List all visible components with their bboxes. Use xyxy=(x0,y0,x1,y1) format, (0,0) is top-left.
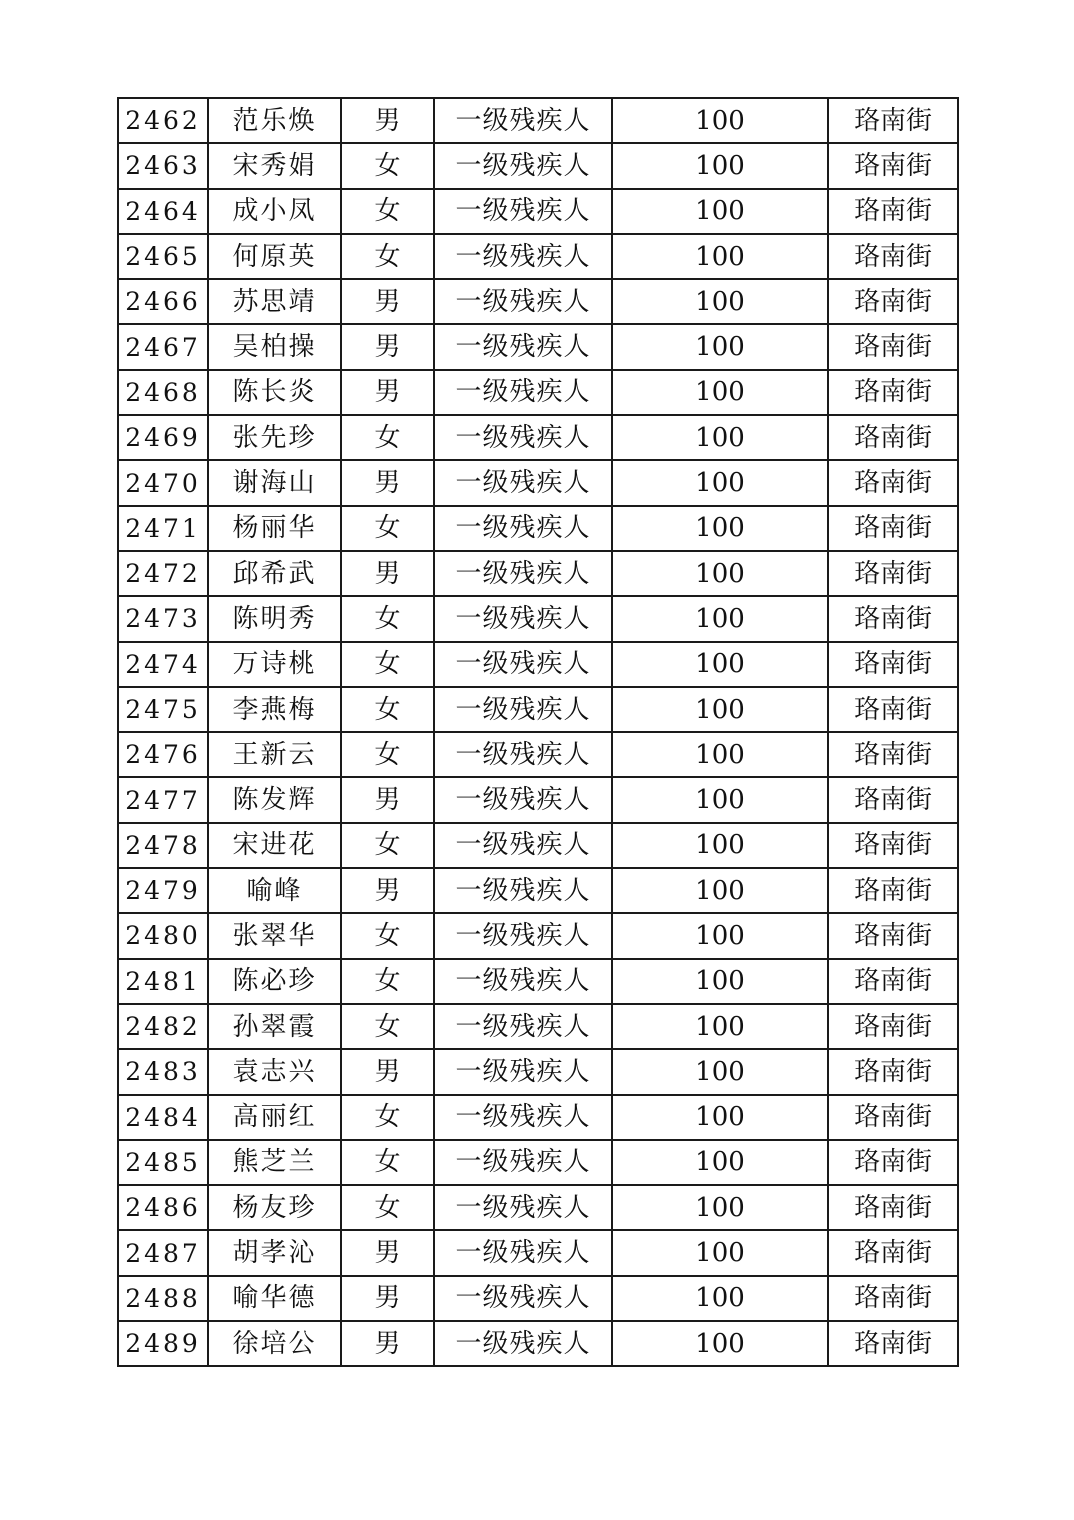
table-row xyxy=(118,324,958,369)
category-cell: 一级残疾人 xyxy=(434,913,612,958)
amount-cell: 100 xyxy=(612,913,828,958)
street-cell: 珞南街 xyxy=(828,868,958,913)
category-cell: 一级残疾人 xyxy=(434,1321,612,1366)
amount-cell: 100 xyxy=(612,324,828,369)
table-row xyxy=(118,732,958,777)
category-cell: 一级残疾人 xyxy=(434,959,612,1004)
name-cell: 陈必珍 xyxy=(208,959,341,1004)
name-cell: 胡孝沁 xyxy=(208,1230,341,1275)
row-number-cell: 2477 xyxy=(118,777,208,822)
name-cell: 高丽红 xyxy=(208,1095,341,1140)
amount-cell: 100 xyxy=(612,1140,828,1185)
sex-cell: 男 xyxy=(341,370,434,415)
amount-cell: 100 xyxy=(612,732,828,777)
row-number-cell: 2475 xyxy=(118,687,208,732)
category-cell: 一级残疾人 xyxy=(434,143,612,188)
row-number-cell: 2484 xyxy=(118,1095,208,1140)
amount-cell: 100 xyxy=(612,189,828,234)
table-row xyxy=(118,279,958,324)
row-number-cell: 2464 xyxy=(118,189,208,234)
street-cell: 珞南街 xyxy=(828,1321,958,1366)
street-cell: 珞南街 xyxy=(828,324,958,369)
street-cell: 珞南街 xyxy=(828,370,958,415)
sex-cell: 男 xyxy=(341,279,434,324)
category-cell: 一级残疾人 xyxy=(434,324,612,369)
sex-cell: 女 xyxy=(341,1140,434,1185)
table-row xyxy=(118,506,958,551)
row-number-cell: 2463 xyxy=(118,143,208,188)
name-cell: 王新云 xyxy=(208,732,341,777)
table-row xyxy=(118,234,958,279)
category-cell: 一级残疾人 xyxy=(434,1230,612,1275)
row-number-cell: 2483 xyxy=(118,1049,208,1094)
name-cell: 李燕梅 xyxy=(208,687,341,732)
street-cell: 珞南街 xyxy=(828,234,958,279)
amount-cell: 100 xyxy=(612,279,828,324)
name-cell: 喻峰 xyxy=(208,868,341,913)
street-cell: 珞南街 xyxy=(828,687,958,732)
street-cell: 珞南街 xyxy=(828,1004,958,1049)
amount-cell: 100 xyxy=(612,506,828,551)
amount-cell: 100 xyxy=(612,1276,828,1321)
sex-cell: 男 xyxy=(341,868,434,913)
sex-cell: 男 xyxy=(341,1321,434,1366)
amount-cell: 100 xyxy=(612,777,828,822)
street-cell: 珞南街 xyxy=(828,279,958,324)
row-number-cell: 2462 xyxy=(118,98,208,143)
name-cell: 宋进花 xyxy=(208,823,341,868)
street-cell: 珞南街 xyxy=(828,732,958,777)
sex-cell: 男 xyxy=(341,460,434,505)
row-number-cell: 2473 xyxy=(118,596,208,641)
table-row xyxy=(118,1276,958,1321)
amount-cell: 100 xyxy=(612,959,828,1004)
street-cell: 珞南街 xyxy=(828,642,958,687)
amount-cell: 100 xyxy=(612,1004,828,1049)
row-number-cell: 2474 xyxy=(118,642,208,687)
street-cell: 珞南街 xyxy=(828,913,958,958)
name-cell: 陈长炎 xyxy=(208,370,341,415)
row-number-cell: 2485 xyxy=(118,1140,208,1185)
category-cell: 一级残疾人 xyxy=(434,460,612,505)
name-cell: 谢海山 xyxy=(208,460,341,505)
street-cell: 珞南街 xyxy=(828,143,958,188)
street-cell: 珞南街 xyxy=(828,823,958,868)
sex-cell: 女 xyxy=(341,913,434,958)
table-row xyxy=(118,687,958,732)
row-number-cell: 2482 xyxy=(118,1004,208,1049)
category-cell: 一级残疾人 xyxy=(434,687,612,732)
table-row xyxy=(118,1140,958,1185)
category-cell: 一级残疾人 xyxy=(434,823,612,868)
sex-cell: 女 xyxy=(341,596,434,641)
table-row xyxy=(118,1185,958,1230)
street-cell: 珞南街 xyxy=(828,596,958,641)
category-cell: 一级残疾人 xyxy=(434,777,612,822)
amount-cell: 100 xyxy=(612,1230,828,1275)
sex-cell: 女 xyxy=(341,1185,434,1230)
name-cell: 袁志兴 xyxy=(208,1049,341,1094)
table-row xyxy=(118,460,958,505)
street-cell: 珞南街 xyxy=(828,959,958,1004)
row-number-cell: 2480 xyxy=(118,913,208,958)
name-cell: 邱希武 xyxy=(208,551,341,596)
street-cell: 珞南街 xyxy=(828,1049,958,1094)
row-number-cell: 2476 xyxy=(118,732,208,777)
street-cell: 珞南街 xyxy=(828,1185,958,1230)
category-cell: 一级残疾人 xyxy=(434,732,612,777)
category-cell: 一级残疾人 xyxy=(434,370,612,415)
name-cell: 范乐焕 xyxy=(208,98,341,143)
row-number-cell: 2465 xyxy=(118,234,208,279)
sex-cell: 女 xyxy=(341,189,434,234)
row-number-cell: 2478 xyxy=(118,823,208,868)
roster-table-body xyxy=(118,98,958,1366)
amount-cell: 100 xyxy=(612,460,828,505)
row-number-cell: 2488 xyxy=(118,1276,208,1321)
name-cell: 熊芝兰 xyxy=(208,1140,341,1185)
name-cell: 陈发辉 xyxy=(208,777,341,822)
name-cell: 孙翠霞 xyxy=(208,1004,341,1049)
row-number-cell: 2466 xyxy=(118,279,208,324)
street-cell: 珞南街 xyxy=(828,1095,958,1140)
row-number-cell: 2489 xyxy=(118,1321,208,1366)
category-cell: 一级残疾人 xyxy=(434,506,612,551)
category-cell: 一级残疾人 xyxy=(434,1095,612,1140)
name-cell: 成小凤 xyxy=(208,189,341,234)
sex-cell: 女 xyxy=(341,143,434,188)
sex-cell: 男 xyxy=(341,777,434,822)
sex-cell: 女 xyxy=(341,1004,434,1049)
name-cell: 吴柏操 xyxy=(208,324,341,369)
name-cell: 何原英 xyxy=(208,234,341,279)
row-number-cell: 2469 xyxy=(118,415,208,460)
category-cell: 一级残疾人 xyxy=(434,1140,612,1185)
amount-cell: 100 xyxy=(612,1049,828,1094)
table-row xyxy=(118,959,958,1004)
table-row xyxy=(118,596,958,641)
sex-cell: 男 xyxy=(341,324,434,369)
street-cell: 珞南街 xyxy=(828,189,958,234)
sex-cell: 女 xyxy=(341,506,434,551)
table-row xyxy=(118,189,958,234)
amount-cell: 100 xyxy=(612,234,828,279)
table-row xyxy=(118,868,958,913)
table-row xyxy=(118,415,958,460)
row-number-cell: 2487 xyxy=(118,1230,208,1275)
amount-cell: 100 xyxy=(612,143,828,188)
street-cell: 珞南街 xyxy=(828,506,958,551)
category-cell: 一级残疾人 xyxy=(434,1004,612,1049)
name-cell: 宋秀娟 xyxy=(208,143,341,188)
category-cell: 一级残疾人 xyxy=(434,1185,612,1230)
table-row xyxy=(118,551,958,596)
row-number-cell: 2470 xyxy=(118,460,208,505)
name-cell: 徐培公 xyxy=(208,1321,341,1366)
name-cell: 杨友珍 xyxy=(208,1185,341,1230)
street-cell: 珞南街 xyxy=(828,1276,958,1321)
row-number-cell: 2468 xyxy=(118,370,208,415)
amount-cell: 100 xyxy=(612,596,828,641)
sex-cell: 男 xyxy=(341,551,434,596)
amount-cell: 100 xyxy=(612,551,828,596)
row-number-cell: 2471 xyxy=(118,506,208,551)
category-cell: 一级残疾人 xyxy=(434,642,612,687)
table-row xyxy=(118,143,958,188)
amount-cell: 100 xyxy=(612,415,828,460)
amount-cell: 100 xyxy=(612,98,828,143)
street-cell: 珞南街 xyxy=(828,777,958,822)
sex-cell: 女 xyxy=(341,959,434,1004)
table-row xyxy=(118,642,958,687)
name-cell: 喻华德 xyxy=(208,1276,341,1321)
sex-cell: 男 xyxy=(341,1049,434,1094)
category-cell: 一级残疾人 xyxy=(434,279,612,324)
amount-cell: 100 xyxy=(612,1321,828,1366)
category-cell: 一级残疾人 xyxy=(434,234,612,279)
table-row xyxy=(118,913,958,958)
sex-cell: 女 xyxy=(341,1095,434,1140)
sex-cell: 女 xyxy=(341,687,434,732)
category-cell: 一级残疾人 xyxy=(434,1276,612,1321)
amount-cell: 100 xyxy=(612,642,828,687)
table-row xyxy=(118,1095,958,1140)
sex-cell: 女 xyxy=(341,732,434,777)
row-number-cell: 2472 xyxy=(118,551,208,596)
category-cell: 一级残疾人 xyxy=(434,868,612,913)
row-number-cell: 2479 xyxy=(118,868,208,913)
category-cell: 一级残疾人 xyxy=(434,551,612,596)
name-cell: 陈明秀 xyxy=(208,596,341,641)
street-cell: 珞南街 xyxy=(828,1230,958,1275)
street-cell: 珞南街 xyxy=(828,415,958,460)
amount-cell: 100 xyxy=(612,687,828,732)
table-row xyxy=(118,823,958,868)
roster-table xyxy=(117,97,959,1367)
table-row xyxy=(118,1321,958,1366)
sex-cell: 女 xyxy=(341,234,434,279)
table-row xyxy=(118,1049,958,1094)
street-cell: 珞南街 xyxy=(828,98,958,143)
category-cell: 一级残疾人 xyxy=(434,596,612,641)
sex-cell: 男 xyxy=(341,1276,434,1321)
row-number-cell: 2467 xyxy=(118,324,208,369)
sex-cell: 男 xyxy=(341,1230,434,1275)
amount-cell: 100 xyxy=(612,868,828,913)
name-cell: 张先珍 xyxy=(208,415,341,460)
table-row xyxy=(118,370,958,415)
row-number-cell: 2481 xyxy=(118,959,208,1004)
table-row xyxy=(118,1230,958,1275)
category-cell: 一级残疾人 xyxy=(434,1049,612,1094)
name-cell: 苏思靖 xyxy=(208,279,341,324)
amount-cell: 100 xyxy=(612,1095,828,1140)
table-row xyxy=(118,98,958,143)
amount-cell: 100 xyxy=(612,1185,828,1230)
sex-cell: 女 xyxy=(341,823,434,868)
table-row xyxy=(118,1004,958,1049)
street-cell: 珞南街 xyxy=(828,551,958,596)
name-cell: 张翠华 xyxy=(208,913,341,958)
sex-cell: 女 xyxy=(341,415,434,460)
sex-cell: 女 xyxy=(341,642,434,687)
name-cell: 万诗桃 xyxy=(208,642,341,687)
name-cell: 杨丽华 xyxy=(208,506,341,551)
amount-cell: 100 xyxy=(612,370,828,415)
category-cell: 一级残疾人 xyxy=(434,415,612,460)
table-row xyxy=(118,777,958,822)
street-cell: 珞南街 xyxy=(828,1140,958,1185)
row-number-cell: 2486 xyxy=(118,1185,208,1230)
street-cell: 珞南街 xyxy=(828,460,958,505)
category-cell: 一级残疾人 xyxy=(434,189,612,234)
sex-cell: 男 xyxy=(341,98,434,143)
amount-cell: 100 xyxy=(612,823,828,868)
category-cell: 一级残疾人 xyxy=(434,98,612,143)
